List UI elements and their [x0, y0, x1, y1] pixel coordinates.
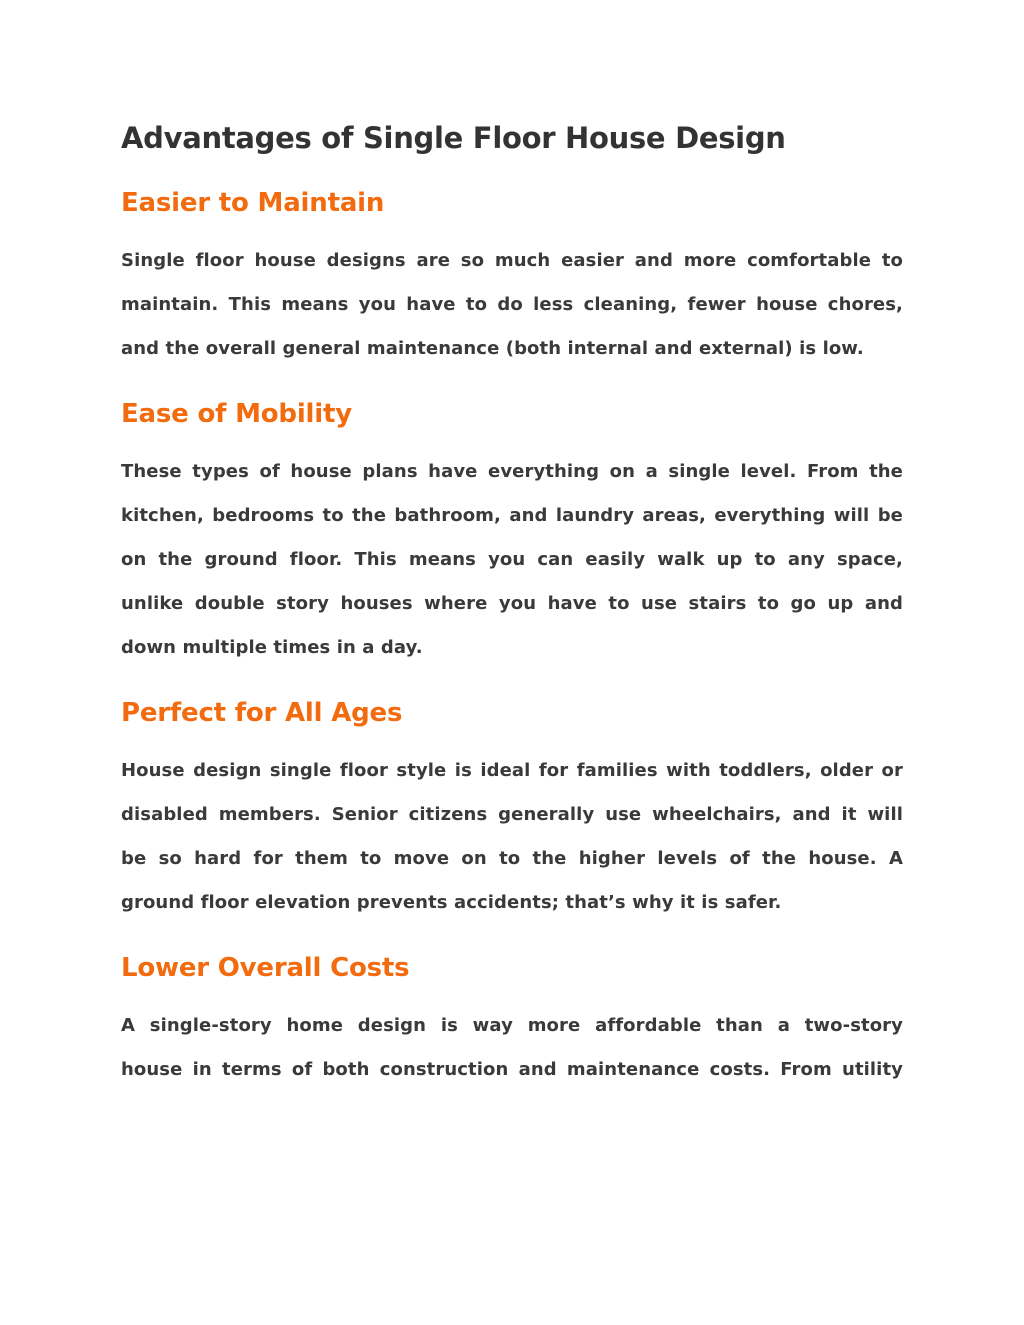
- paragraph-line: A single-story home design is way more affordable than a two-story: [121, 1015, 903, 1036]
- section-heading-perfect-for-all-ages: Perfect for All Ages: [121, 698, 403, 728]
- section-paragraph-perfect-for-all-ages: [121, 749, 903, 925]
- paragraph-line: be so hard for them to move on to the higher levels of the house. A: [121, 848, 903, 869]
- section-heading-easier-to-maintain: Easier to Maintain: [121, 188, 385, 218]
- section-paragraph-easier-to-maintain: [121, 239, 903, 371]
- paragraph-line: unlike double story houses where you have to use stairs to go up and: [121, 593, 903, 614]
- section-heading-lower-overall-costs: Lower Overall Costs: [121, 953, 410, 983]
- paragraph-line: on the ground floor. This means you can easily walk up to any space,: [121, 549, 903, 570]
- section-heading-ease-of-mobility: Ease of Mobility: [121, 399, 352, 429]
- paragraph-line: disabled members. Senior citizens generally use wheelchairs, and it will: [121, 804, 903, 825]
- paragraph-line: ground floor elevation prevents accidents; that’s why it is safer.: [121, 892, 782, 913]
- section-paragraph-lower-overall-costs: [121, 1004, 903, 1092]
- paragraph-line: kitchen, bedrooms to the bathroom, and laundry areas, everything will be: [121, 505, 903, 526]
- paragraph-line: These types of house plans have everything on a single level. From the: [121, 461, 903, 482]
- paragraph-line: Single floor house designs are so much easier and more comfortable to: [121, 250, 903, 271]
- paragraph-line: house in terms of both construction and maintenance costs. From utility: [121, 1059, 903, 1080]
- paragraph-line: House design single floor style is ideal for families with toddlers, older or: [121, 760, 903, 781]
- paragraph-line: maintain. This means you have to do less cleaning, fewer house chores,: [121, 294, 903, 315]
- page-title: Advantages of Single Floor House Design: [121, 121, 786, 155]
- section-paragraph-ease-of-mobility: [121, 450, 903, 670]
- paragraph-line: down multiple times in a day.: [121, 637, 423, 658]
- paragraph-line: and the overall general maintenance (both internal and external) is low.: [121, 338, 864, 359]
